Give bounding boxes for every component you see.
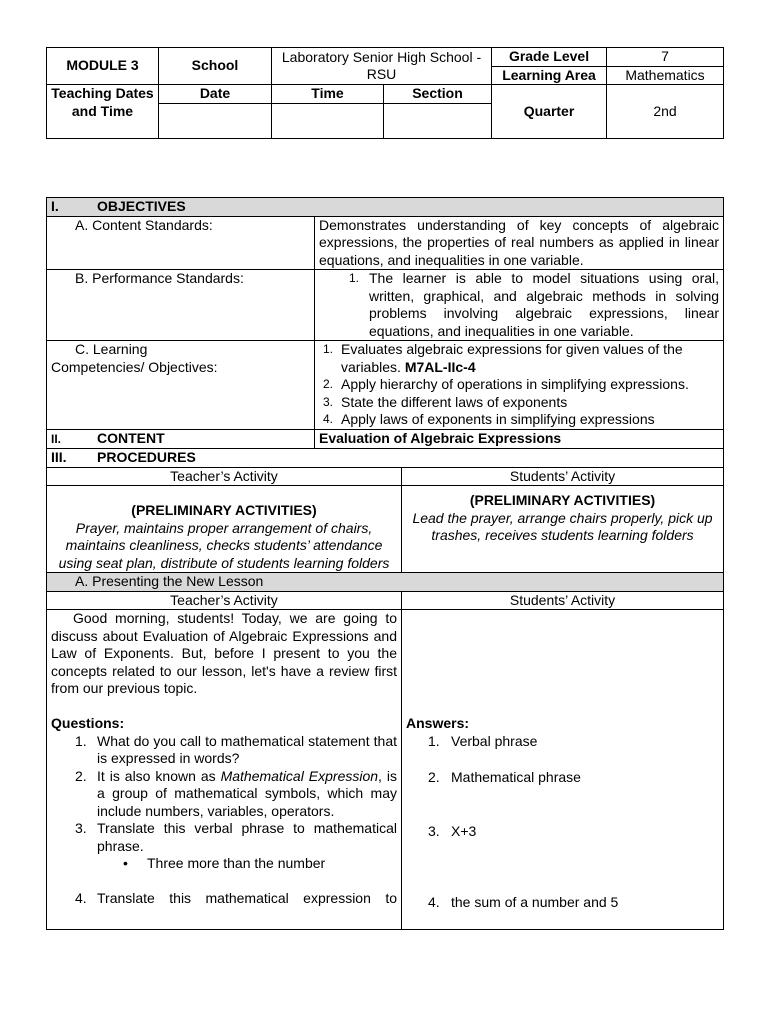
list-item: 3. Translate this verbal phrase to mathematical phrase. (75, 820, 397, 854)
list-item: 1. What do you call to mathematical statement that is expressed in words? (75, 732, 397, 766)
performance-standards-cell (315, 270, 724, 341)
teacher-activity-header-2: Teacher’s Activity (47, 591, 402, 610)
date-label: Date (159, 85, 272, 104)
list-item: 1. Verbal phrase (428, 732, 538, 749)
lesson-intro: Good morning, students! Today, we are going to discuss about Evaluation of Algebraic Expressions and Law of Exponents. But, before I present to you the concepts related to our lesson, let's have a review first from our previous topic. (51, 610, 397, 696)
section-label: Section (384, 85, 492, 104)
student-activity-header-2: Students’ Activity (402, 591, 724, 610)
answers-list (406, 733, 719, 912)
date-cell (159, 103, 272, 138)
lesson-teacher-cell (47, 610, 402, 930)
quarter-label: Quarter (492, 85, 607, 139)
list-item: 2. Mathematical phrase (428, 769, 581, 785)
lesson-plan-table (46, 197, 724, 930)
competencies-label-2: Competencies/ Objectives: (51, 358, 218, 375)
prelim-teacher-cell (47, 486, 402, 573)
prelim-student-text-2: trashes, receives students learning folders (431, 527, 694, 543)
competencies-label-1: C. Learning (75, 341, 148, 357)
competencies-cell (315, 341, 724, 430)
questions-label: Questions: (51, 715, 125, 731)
content-heading (47, 429, 315, 449)
teaching-dates-label: Teaching Dates and Time (47, 85, 159, 139)
content-standards-text: Demonstrates understanding of key concepts of algebraic expressions, the properties of real numbers as applied in linear equations, and inequalities in one variable. (315, 216, 724, 270)
objectives-heading (47, 198, 724, 217)
time-label: Time (272, 85, 384, 104)
learning-area-value: Mathematics (607, 66, 724, 85)
list-item: 4. Translate this mathematical expression to (75, 890, 397, 906)
presenting-new-lesson: A. Presenting the New Lesson (47, 573, 724, 592)
prelim-student-text-1: Lead the prayer, arrange chairs properly, pick up (412, 509, 713, 526)
competencies-list (319, 341, 719, 429)
section-cell (384, 103, 492, 138)
performance-standards-text: The learner is able to model situations using oral, written, graphical, and algebraic methods in solving problems involving algebraic expressions, linear equations, and inequalities in one variable. (369, 270, 720, 339)
list-item: 3. State the different laws of exponents (323, 393, 568, 410)
competencies-label (47, 341, 315, 430)
school-value: Laboratory Senior High School - RSU (272, 48, 492, 85)
performance-num: 1. (349, 271, 360, 285)
list-item: 2. Apply hierarchy of operations in simplifying expressions. (323, 376, 689, 392)
list-item: 4. the sum of a number and 5 (428, 894, 619, 910)
module-label: MODULE 3 (47, 48, 159, 85)
questions-list (51, 733, 397, 856)
content-standards-label: A. Content Standards: (47, 216, 315, 270)
procedures-heading (47, 449, 724, 468)
school-label: School (159, 48, 272, 85)
objectives-num: I. (51, 198, 59, 214)
performance-standards-label: B. Performance Standards: (47, 270, 315, 341)
list-item: 1. Evaluates algebraic expressions for given values of the variables. M7AL-IIc-4 (323, 341, 683, 375)
list-item: 3. X+3 (428, 822, 477, 839)
objectives-title: OBJECTIVES (97, 198, 186, 214)
prelim-title-teacher: (PRELIMINARY ACTIVITIES) (131, 502, 317, 518)
grade-level-label: Grade Level (492, 48, 607, 67)
content-title: CONTENT (97, 429, 165, 446)
procedures-title: PROCEDURES (97, 449, 196, 465)
list-item: 2. It is also known as Mathematical Expression, is a group of mathematical symbols, which may include numbers, variables, operators. (75, 767, 397, 819)
list-item: • Three more than the number (123, 855, 326, 871)
time-cell (272, 103, 384, 138)
answers-label: Answers: (406, 715, 470, 731)
procedures-num: III. (51, 449, 67, 465)
grade-level-value: 7 (607, 48, 724, 67)
competency-code: M7AL-IIc-4 (404, 358, 476, 375)
prelim-title-student: (PRELIMINARY ACTIVITIES) (469, 492, 656, 508)
header-table (46, 47, 724, 139)
content-value: Evaluation of Algebraic Expressions (315, 429, 724, 449)
learning-area-label: Learning Area (492, 66, 607, 85)
content-num: II. (51, 431, 62, 446)
teacher-activity-header: Teacher’s Activity (47, 467, 402, 486)
prelim-teacher-text: Prayer, maintains proper arrangement of chairs, maintains cleanliness, checks students’ attendance using seat plan, distribute of students learning folders (58, 519, 390, 571)
quarter-value: 2nd (607, 85, 724, 139)
list-item: 4. Apply laws of exponents in simplifying expressions (323, 411, 655, 427)
lesson-student-cell (402, 610, 724, 930)
prelim-student-cell (402, 486, 724, 573)
student-activity-header: Students’ Activity (402, 467, 724, 486)
questions-list-cont (51, 890, 397, 908)
